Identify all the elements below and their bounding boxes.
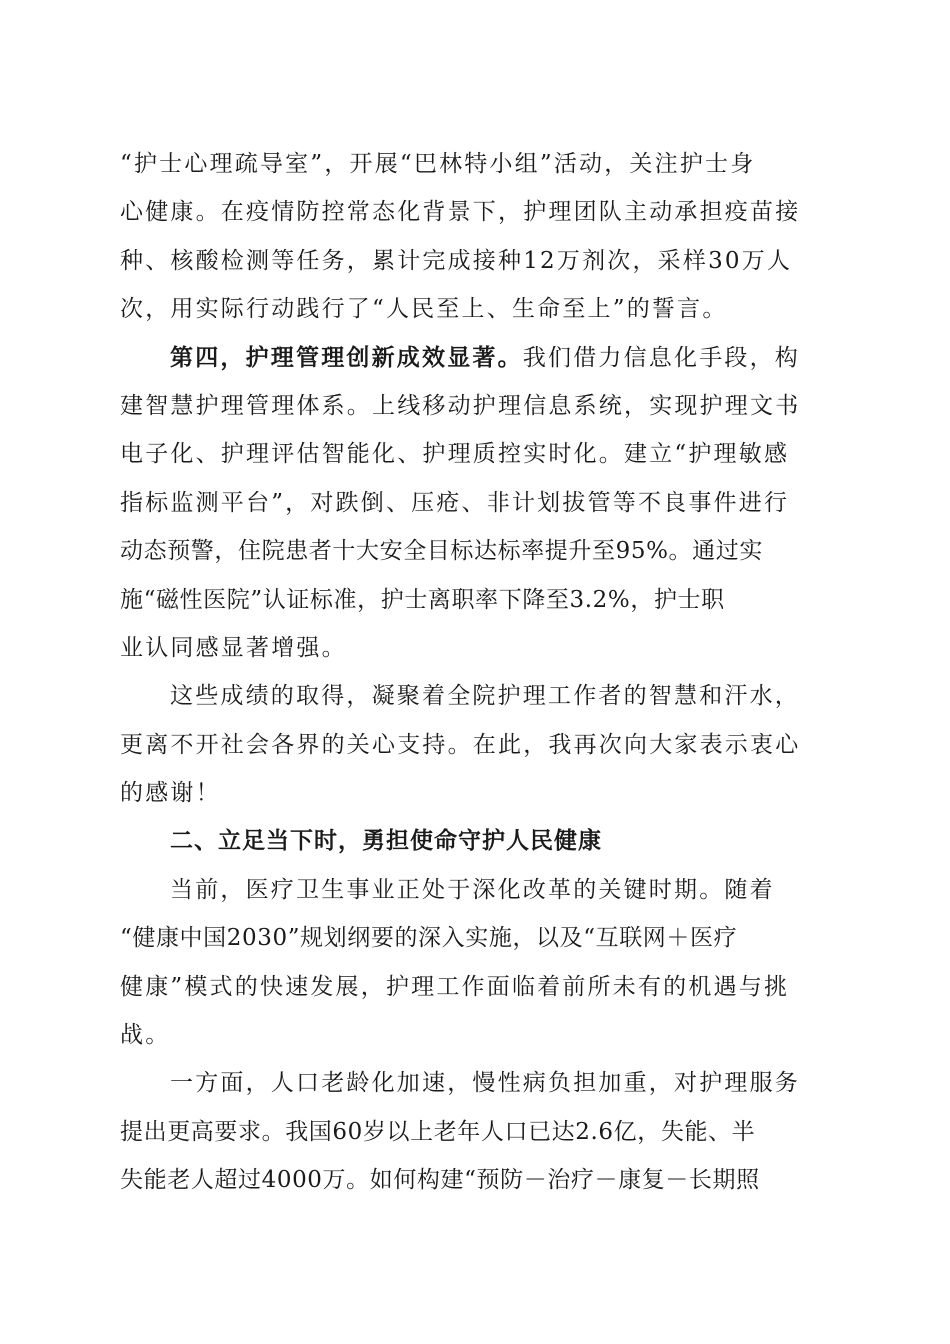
section-heading: 二、立足当下时，勇担使命守护人民健康 (170, 828, 602, 855)
document-page (120, 140, 826, 1205)
paragraph-1 (120, 140, 826, 334)
text-line: “健康中国2030”规划纲要的深入实施，以及“互联网＋医疗 (120, 925, 738, 952)
paragraph-4 (120, 866, 826, 1060)
text-line: “护士心理疏导室”，开展“巴林特小组”活动，关注护士身 (120, 151, 756, 177)
text-line-rest: 我们借力信息化手段，构 (522, 344, 801, 371)
text-line: 当前，医疗卫生事业正处于深化改革的关键时期。随着 (170, 876, 775, 903)
paragraph-3 (120, 672, 826, 817)
text-line: 失能老人超过4000万。如何构建“预防－治疗－康复－长期照 (120, 1167, 760, 1194)
text-line: 次，用实际行动践行了“人民至上、生命至上”的誓言。 (120, 296, 728, 323)
text-line: 的感谢！ (120, 780, 221, 807)
text-line: 一方面，人口老龄化加速，慢性病负担加重，对护理服务 (170, 1070, 800, 1097)
text-line: 动态预警，住院患者十大安全目标达标率提升至95%。通过实 (120, 538, 763, 565)
text-line: 心健康。在疫情防控常态化背景下，护理团队主动承担疫苗接 (120, 199, 801, 226)
text-line: 指标监测平台”，对跌倒、压疮、非计划拔管等不良事件进行 (120, 489, 790, 516)
paragraph-2 (120, 334, 826, 673)
text-line: 健康”模式的快速发展，护理工作面临着前所未有的机遇与挑 (120, 973, 790, 1000)
text-line: 提出更高要求。我国60岁以上老年人口已达2.6亿，失能、半 (120, 1118, 756, 1145)
text-line: 种、核酸检测等任务，累计完成接种12万剂次，采样30万人 (120, 247, 793, 274)
text-line: 这些成绩的取得，凝聚着全院护理工作者的智慧和汗水， (170, 683, 800, 710)
paragraph-lead-sentence: 第四，护理管理创新成效显著。 (170, 344, 523, 371)
text-line: 战。 (120, 1022, 171, 1049)
text-line: 更离不开社会各界的关心支持。在此，我再次向大家表示衷心 (120, 731, 801, 758)
text-line (120, 334, 826, 382)
text-line: 施“磁性医院”认证标准，护士离职率下降至3.2%，护士职 (120, 586, 725, 613)
text-line: 业认同感显著增强。 (120, 634, 347, 661)
text-line: 电子化、护理评估智能化、护理质控实时化。建立“护理敏感 (120, 441, 790, 468)
paragraph-5 (120, 1059, 826, 1204)
text-line: 建智慧护理管理体系。上线移动护理信息系统，实现护理文书 (120, 392, 801, 419)
